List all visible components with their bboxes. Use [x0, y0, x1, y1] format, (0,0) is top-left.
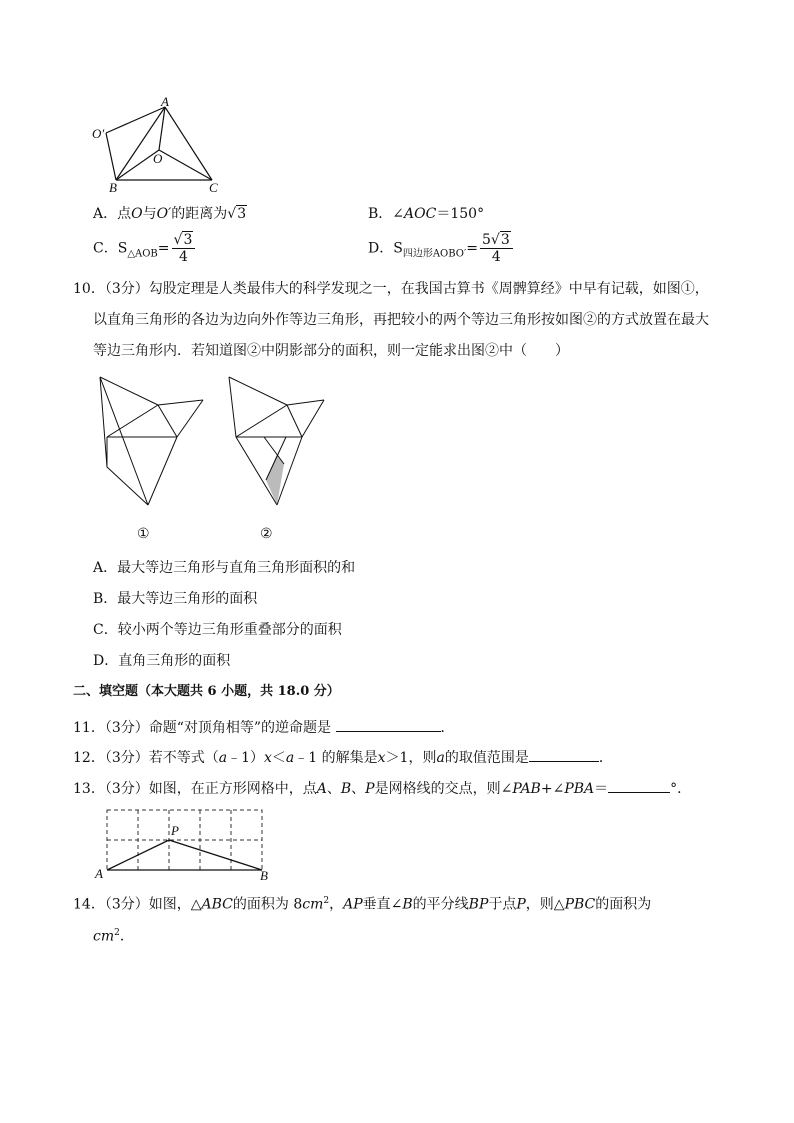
coefficient: 5 — [482, 232, 491, 248]
q10-option-b: B．最大等边三角形的面积 — [93, 591, 258, 607]
figure-pythagoras-1 — [95, 372, 210, 512]
q9-option-a: A．点O与O′的距离为√3 — [93, 206, 247, 222]
segment-pb — [169, 840, 262, 870]
var-aoc: AOC — [404, 206, 437, 222]
var-a: a — [218, 750, 228, 766]
edge — [287, 400, 324, 405]
answer-blank[interactable] — [529, 747, 599, 762]
question-text: 于点 — [488, 896, 517, 913]
q10-option-c: C．较小两个等边三角形重叠部分的面积 — [93, 622, 342, 638]
var-a: a — [285, 750, 295, 766]
var-bp: BP — [468, 896, 489, 913]
section-title: 二、填空题（本大题共 6 小题，共 18.0 分） — [73, 684, 340, 699]
var-ap: AP — [343, 896, 363, 913]
denominator: 4 — [178, 249, 188, 265]
option-letter: C． — [93, 240, 118, 257]
question-text: 的面积为 — [595, 896, 652, 913]
fraction: $\frac{√3}{4}$ — [172, 232, 196, 265]
q9-option-c — [93, 232, 197, 265]
question-text: 13．（3分）如图，在正方形网格中，点 — [73, 781, 317, 797]
label-o: O — [153, 151, 163, 166]
edge — [229, 377, 287, 405]
q10-line-1: 10．（3分）勾股定理是人类最伟大的科学发现之一，在我国古算书《周髀算经》中早有记载，如图①， — [73, 281, 709, 297]
small-tri-1b — [177, 400, 203, 437]
question-text: 12．（3分）若不等式（ — [73, 750, 219, 766]
segment-ac — [165, 107, 212, 180]
segment-co — [159, 150, 212, 180]
q10-option-a: A．最大等边三角形与直角三角形面积的和 — [93, 560, 356, 576]
question-text: 的面积为 8 — [232, 896, 303, 913]
edge — [264, 437, 284, 464]
unit-cm: cm — [93, 928, 115, 945]
hypotenuse — [107, 405, 158, 437]
var-a: a — [436, 750, 445, 766]
label-o-prime: O′ — [92, 126, 105, 141]
figure-label-1: ① — [137, 526, 150, 542]
q10-line-3: 等边三角形内．若知道图②中阴影部分的面积，则一定能求出图②中（ ） — [93, 343, 569, 359]
edge — [229, 377, 236, 437]
var-p: P — [365, 781, 375, 797]
q9-option-d — [368, 232, 515, 265]
var-b: B — [340, 781, 352, 797]
question-text: 14．（3分）如图，△ — [73, 896, 202, 913]
area-subscript: 四边形AOBO′ — [402, 248, 467, 260]
question-text: 的取值范围是 — [444, 750, 529, 766]
q9-option-b — [368, 205, 484, 223]
q11 — [73, 717, 455, 737]
var-pbc: PBC — [564, 896, 596, 913]
option-letter: A． — [93, 206, 118, 222]
question-text: 11．（3分）命题“对顶角相等”的逆命题是 — [73, 720, 332, 736]
question-text: 是网格线的交点，则∠ — [374, 781, 513, 797]
comma: ， — [329, 896, 344, 913]
lt: ＜ — [271, 750, 286, 766]
label-p: P — [171, 823, 179, 838]
label-b: B — [260, 868, 268, 882]
sqrt-radicand: 3 — [237, 206, 247, 222]
equals: = — [157, 240, 170, 257]
question-text: 的平分线 — [412, 896, 469, 913]
area-symbol: S — [393, 240, 403, 257]
superscript: 2 — [114, 928, 120, 938]
segment-bo-prime — [106, 133, 116, 180]
figure-grid-pab — [93, 804, 278, 882]
q14-line-1 — [73, 892, 651, 914]
question-text: ﹣1） — [227, 750, 265, 766]
period: ． — [598, 750, 613, 766]
small-tri-1 — [158, 400, 203, 405]
var-x: x — [264, 750, 272, 766]
segment-ao — [159, 107, 165, 150]
option-letter: D． — [368, 240, 394, 257]
sqrt-radicand: 3 — [500, 232, 510, 248]
edge — [302, 400, 324, 437]
label-a: A — [95, 866, 103, 881]
sqrt-radicand: 3 — [183, 232, 193, 248]
area-subscript: △AOB — [127, 248, 158, 260]
question-text: ﹣1 的解集是 — [294, 750, 378, 766]
option-text: 与 — [142, 206, 157, 222]
comma: 、 — [326, 781, 341, 797]
var-p: P — [516, 896, 526, 913]
comma: 、 — [351, 781, 366, 797]
q14-line-2 — [93, 924, 134, 946]
q13 — [73, 778, 691, 798]
option-text: 的距离为 — [171, 206, 228, 222]
edge — [236, 405, 287, 437]
option-text: 点 — [117, 206, 132, 222]
tri-lower-edge — [148, 437, 177, 505]
q12 — [73, 747, 613, 767]
period: ． — [440, 720, 455, 736]
q10-line-2: 以直角三角形的各边为边向外作等边三角形，再把较小的两个等边三角形按如图②的方式放置在最大 — [93, 312, 709, 328]
period: ． — [119, 928, 134, 945]
figure-label-2: ② — [260, 526, 273, 542]
answer-blank[interactable] — [608, 778, 670, 793]
plus-angle: +∠ — [540, 781, 565, 797]
var-a: A — [316, 781, 327, 797]
var-o-prime: O′ — [156, 206, 172, 222]
var-b: B — [402, 896, 413, 913]
segment-ap — [107, 840, 169, 870]
var-x: x — [377, 750, 386, 766]
equals: ＝ — [594, 781, 609, 797]
equals: = — [466, 240, 478, 257]
figure-pythagoras-2 — [224, 372, 339, 512]
fraction: $\frac{5√3}{4}$ — [480, 232, 513, 265]
area-symbol: S — [117, 240, 128, 257]
figure-triangle-aob — [90, 95, 230, 195]
edge — [287, 405, 302, 437]
unit-cm: cm — [302, 896, 324, 913]
option-letter: B． — [368, 206, 393, 222]
angle-symbol: ∠ — [392, 206, 405, 222]
question-text: 垂直∠ — [362, 896, 403, 913]
question-text: ＞1，则 — [385, 750, 437, 766]
label-a: A — [161, 95, 169, 109]
denominator: 4 — [491, 249, 501, 265]
var-o: O — [131, 206, 143, 222]
var-pab: PAB — [512, 781, 541, 797]
degree-period: °． — [670, 781, 692, 797]
label-b: B — [109, 180, 117, 195]
var-abc: ABC — [201, 896, 233, 913]
option-text: ＝150° — [436, 206, 485, 222]
superscript: 2 — [323, 896, 330, 906]
leg — [158, 405, 177, 437]
var-pba: PBA — [564, 781, 595, 797]
q10-option-d: D．直角三角形的面积 — [93, 653, 231, 669]
answer-blank[interactable] — [336, 717, 441, 732]
label-c: C — [209, 180, 218, 195]
question-text: ，则△ — [525, 896, 565, 913]
